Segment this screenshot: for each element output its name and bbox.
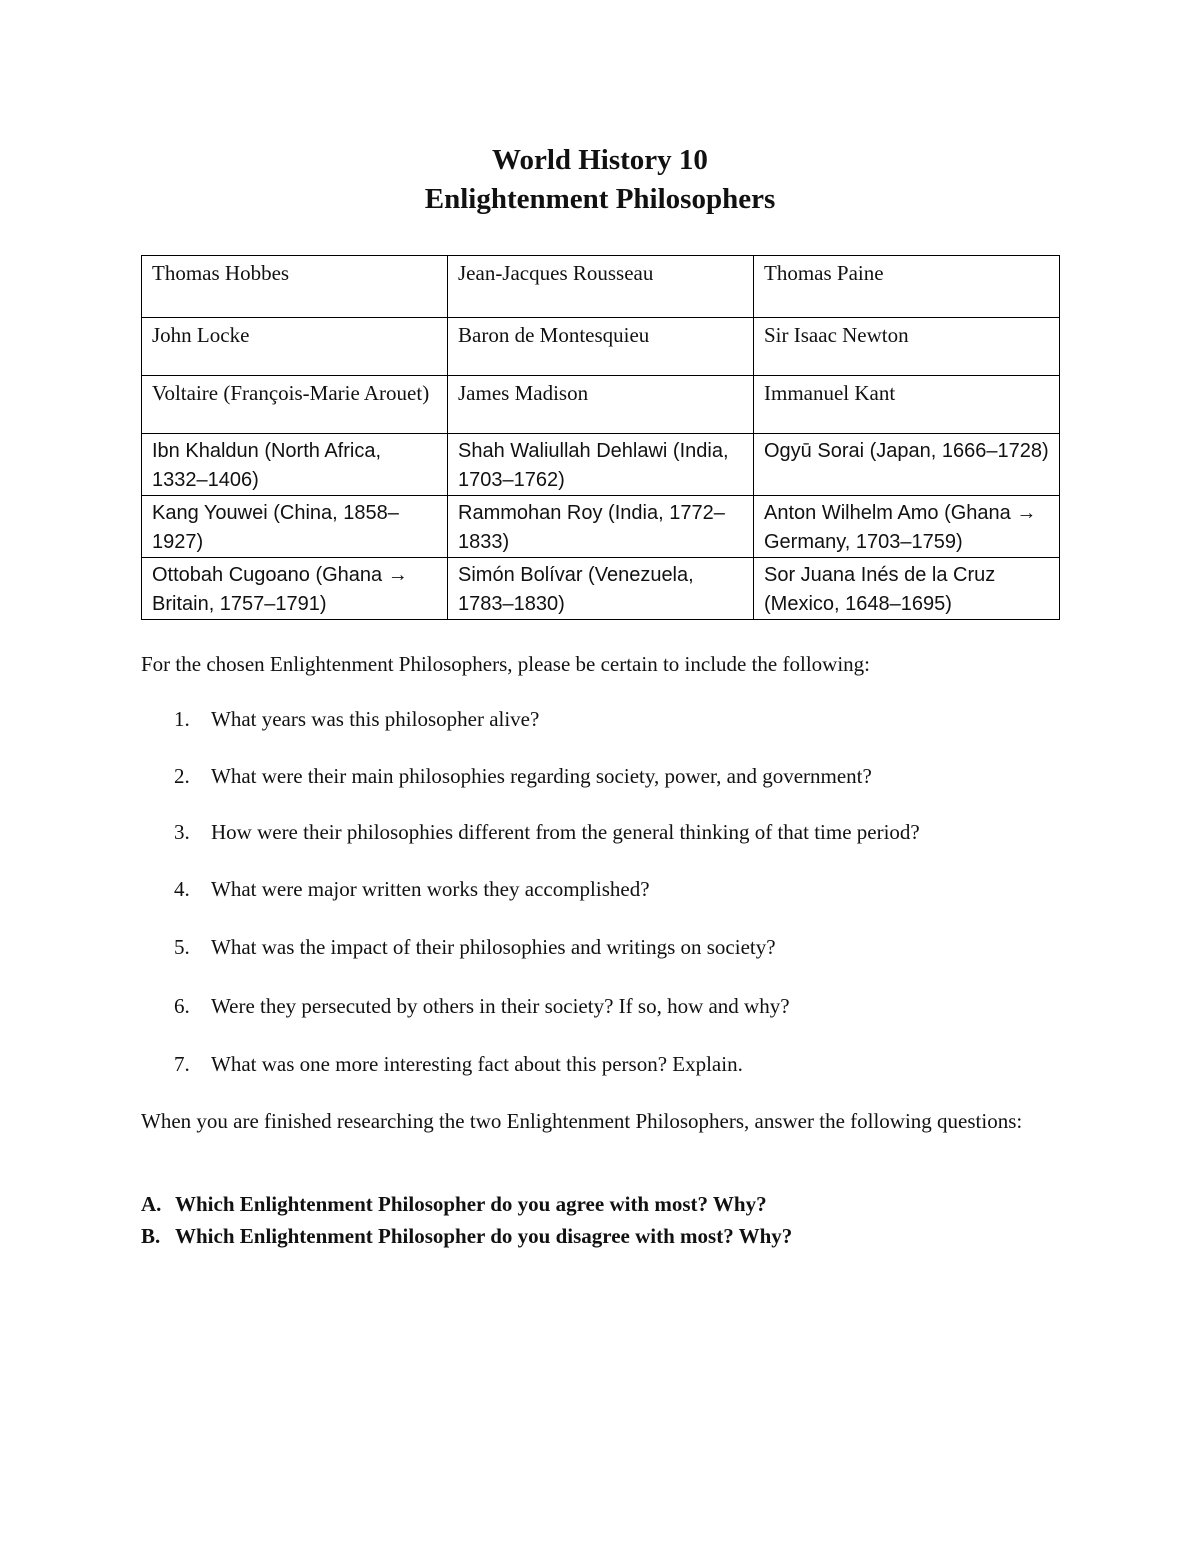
table-row [142,434,1060,496]
final-question-text: Which Enlightenment Philosopher do you agree with most? Why? [175,1192,767,1216]
table-cell: Anton Wilhelm Amo (Ghana → Germany, 1703–1759) [754,496,1060,558]
question-number: 2. [174,764,190,788]
table-cell: Ogyū Sorai (Japan, 1666–1728) [754,434,1060,496]
closing-text: When you are finished researching the two Enlightenment Philosophers, answer the following questions: [141,1109,1023,1133]
question-number: 7. [174,1052,190,1076]
question-number: 5. [174,935,190,959]
table-cell: Ottobah Cugoano (Ghana → Britain, 1757–1791) [142,558,448,620]
philosophers-table [141,255,1060,620]
question-number: 1. [174,707,190,731]
table-cell: Sir Isaac Newton [754,318,1060,376]
question-text: How were their philosophies different from the general thinking of that time period? [211,820,920,844]
question-number: 6. [174,994,190,1018]
table-cell: Ibn Khaldun (North Africa, 1332–1406) [142,434,448,496]
final-question-label: B. [141,1224,161,1248]
table-cell: Shah Waliullah Dehlawi (India, 1703–1762) [448,434,754,496]
table-cell: Thomas Paine [754,256,1060,318]
table-cell: Jean-Jacques Rousseau [448,256,754,318]
table-row [142,376,1060,434]
table-cell: Thomas Hobbes [142,256,448,318]
question-text: What were their main philosophies regarding society, power, and government? [211,764,872,788]
table-row [142,558,1060,620]
final-question-a [141,1192,767,1217]
table-cell: Immanuel Kant [754,376,1060,434]
table-row [142,318,1060,376]
table-cell: Kang Youwei (China, 1858–1927) [142,496,448,558]
table-row [142,496,1060,558]
table-cell: Simón Bolívar (Venezuela, 1783–1830) [448,558,754,620]
table-cell: James Madison [448,376,754,434]
table-cell: Rammohan Roy (India, 1772–1833) [448,496,754,558]
table-cell: Sor Juana Inés de la Cruz (Mexico, 1648–1695) [754,558,1060,620]
question-number: 3. [174,820,190,844]
instructions-text: For the chosen Enlightenment Philosophers, please be certain to include the following: [141,652,871,676]
table-cell: Baron de Montesquieu [448,318,754,376]
table-row [142,256,1060,318]
document-title: World History 10 [492,144,708,176]
question-number: 4. [174,877,190,901]
final-question-label: A. [141,1192,162,1216]
final-question-b [141,1224,792,1249]
question-text: What was one more interesting fact about this person? Explain. [211,1052,743,1076]
question-text: What was the impact of their philosophies and writings on society? [211,935,776,959]
question-text: What were major written works they accomplished? [211,877,650,901]
final-question-text: Which Enlightenment Philosopher do you disagree with most? Why? [175,1224,793,1248]
question-text: What years was this philosopher alive? [211,707,540,731]
table-cell: Voltaire (François-Marie Arouet) [142,376,448,434]
document-subtitle: Enlightenment Philosophers [424,183,776,215]
table-cell: John Locke [142,318,448,376]
question-text: Were they persecuted by others in their society? If so, how and why? [211,994,790,1018]
